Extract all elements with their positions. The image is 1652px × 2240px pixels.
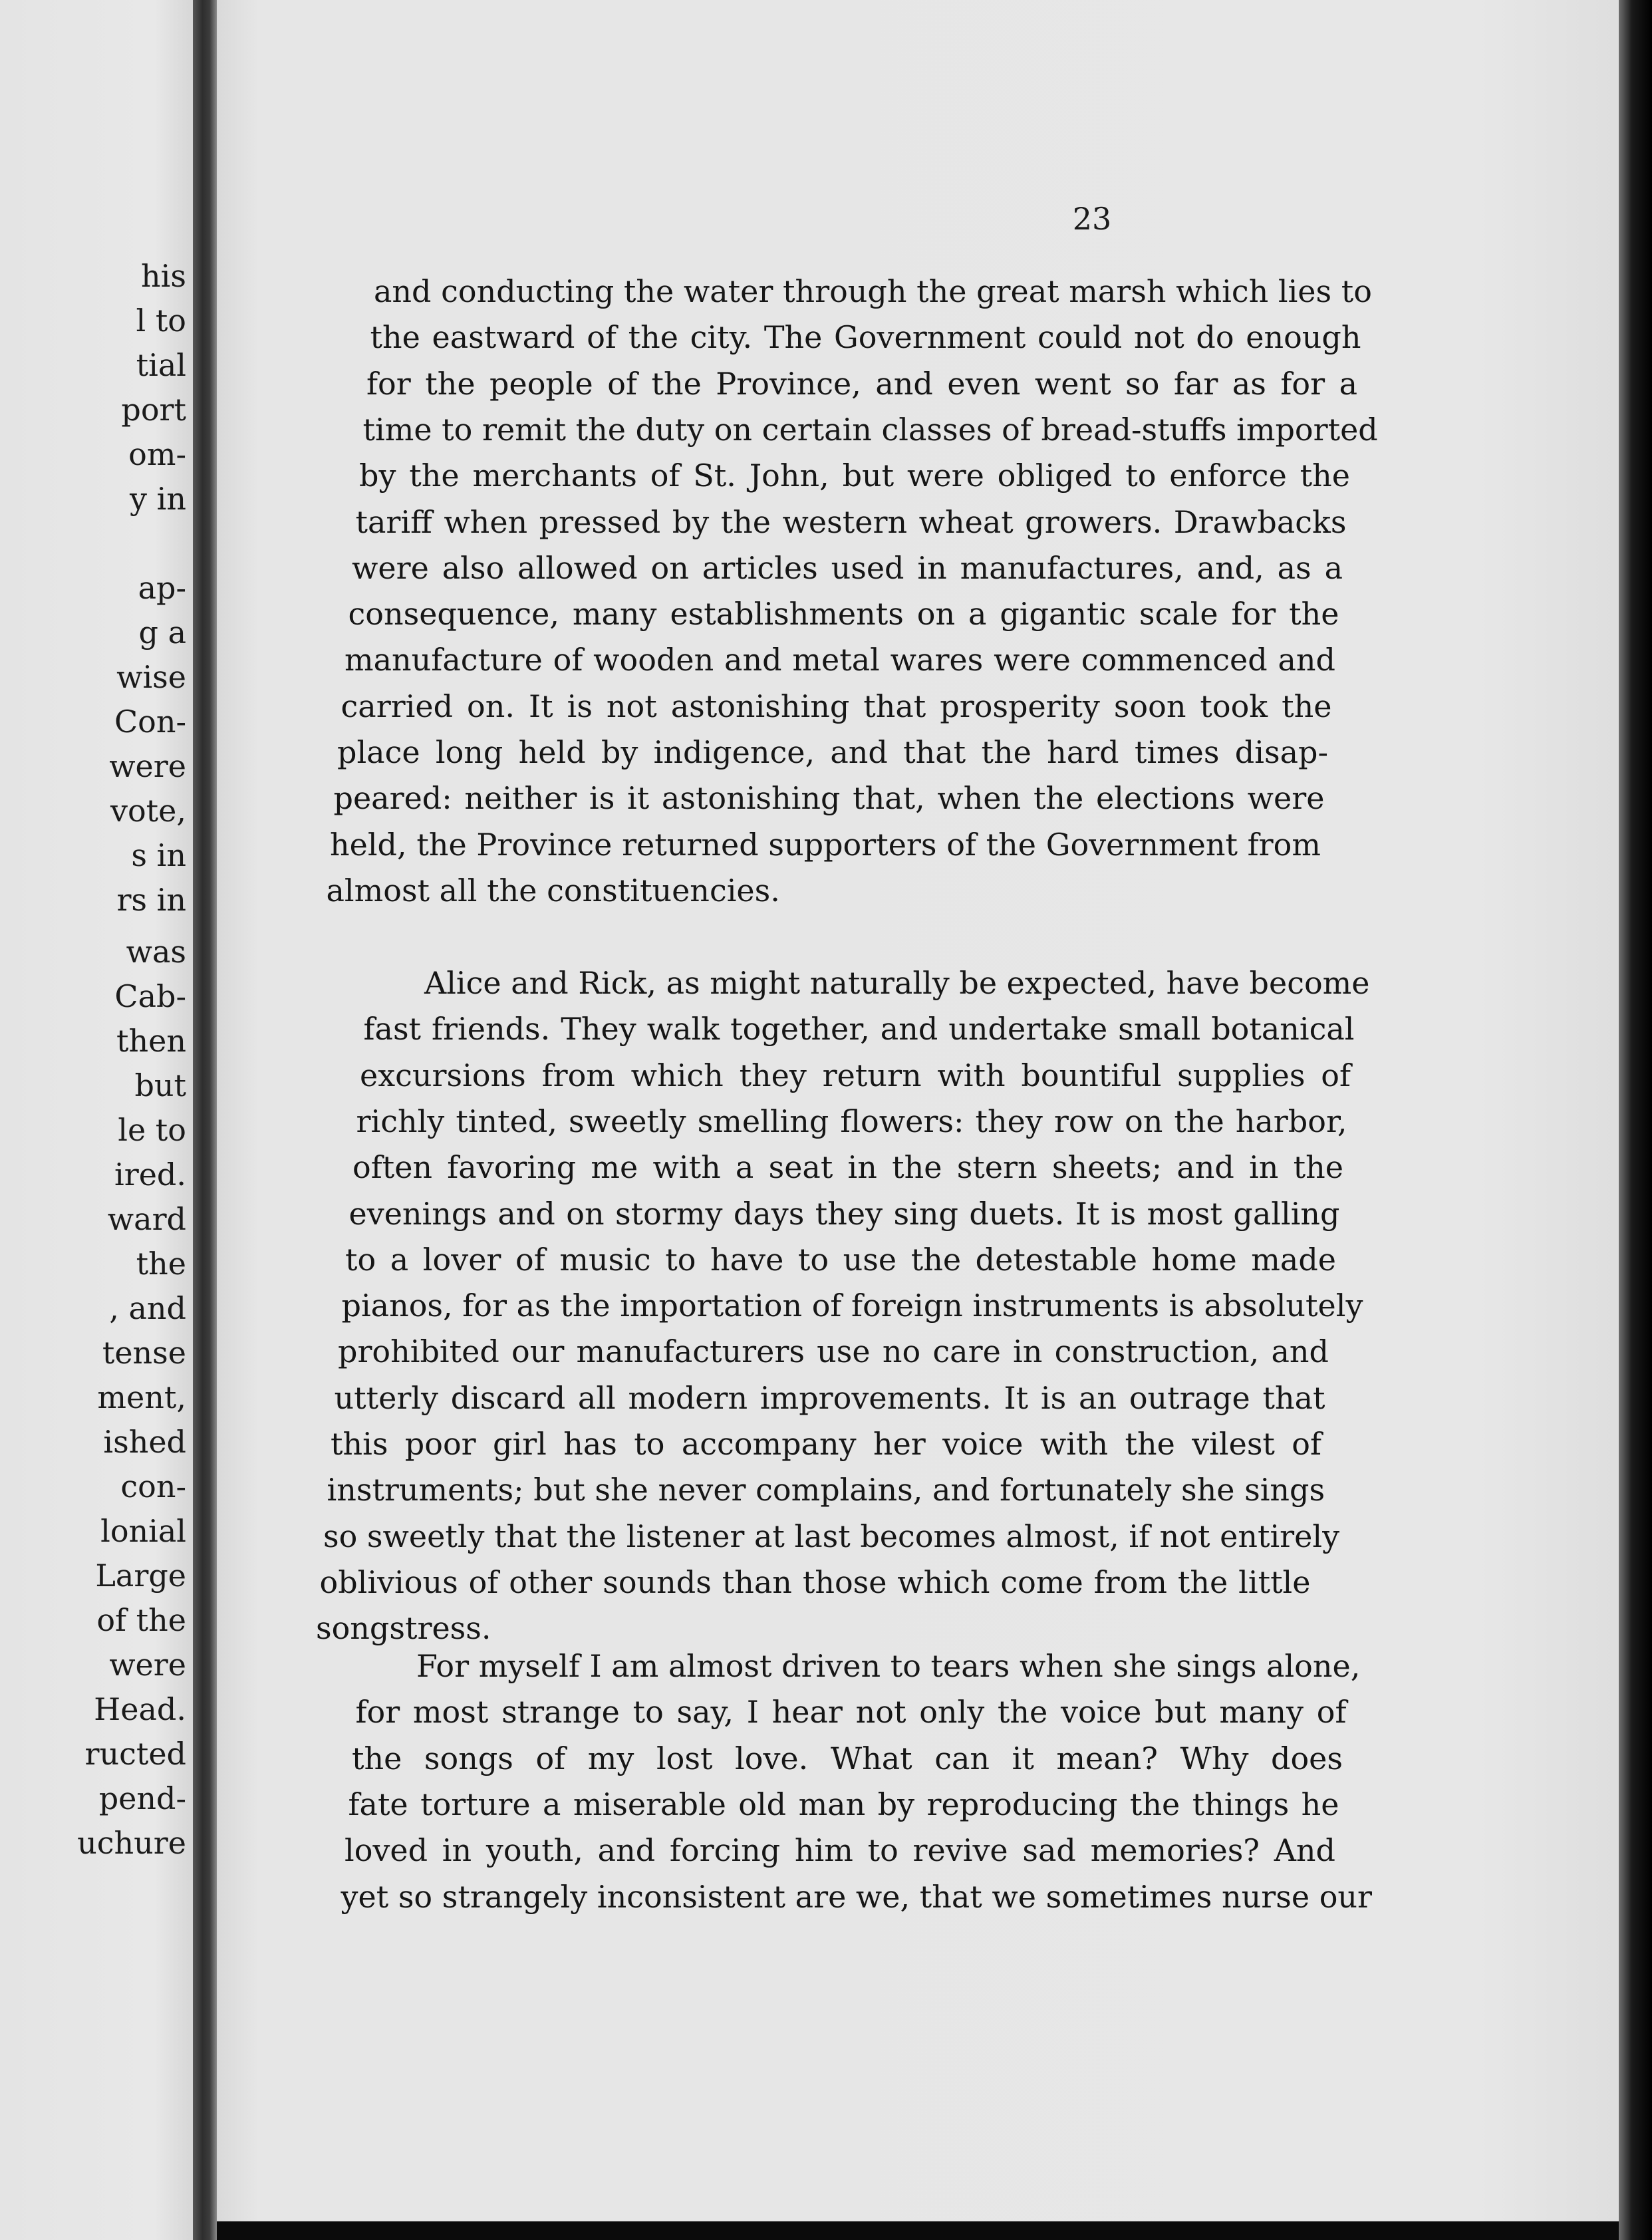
previous-page-text-fragment: le to	[118, 1112, 186, 1148]
text-line: fate torture a miserable old man by reproducing the things he	[348, 1786, 1339, 1822]
text-line: excursions from which they return with bountiful supplies of	[360, 1057, 1351, 1093]
book-page	[217, 0, 1619, 2221]
text-line: the eastward of the city. The Government could not do enough	[370, 319, 1361, 356]
previous-page-text-fragment: Cab-	[114, 978, 186, 1014]
previous-page-text-fragment: ished	[103, 1424, 186, 1460]
previous-page-edge	[0, 0, 193, 2240]
previous-page-text-fragment: s in	[131, 837, 186, 873]
page-body-text	[217, 0, 1619, 2221]
previous-page-text-fragment: his	[141, 258, 186, 294]
previous-page-text-fragment: rs in	[116, 882, 186, 918]
text-line: pianos, for as the importation of foreign instruments is absolutely	[341, 1288, 1363, 1324]
text-line: manufacture of wooden and metal wares were commenced and	[344, 642, 1335, 678]
previous-page-text-fragment: were	[109, 748, 186, 784]
text-line: were also allowed on articles used in manufactures, and, as a	[352, 549, 1343, 586]
text-line: almost all the constituencies.	[326, 872, 780, 909]
text-line: to a lover of music to have to use the detestable home made	[345, 1241, 1336, 1278]
text-line: by the merchants of St. John, but were obliged to enforce the	[359, 458, 1350, 494]
previous-page-text-fragment: con-	[120, 1469, 186, 1504]
previous-page-text-fragment: Large	[95, 1558, 186, 1594]
previous-page-text-fragment: y in	[130, 481, 186, 517]
text-line: peared: neither is it astonishing that, when the elections were	[333, 780, 1325, 817]
previous-page-text-fragment: ap-	[138, 570, 186, 606]
previous-page-text-fragment: l to	[136, 303, 186, 339]
text-line: and conducting the water through the great marsh which lies to	[374, 273, 1372, 309]
text-line: carried on. It is not astonishing that prosperity soon took the	[341, 688, 1332, 724]
text-line: consequence, many establishments on a gigantic scale for the	[348, 596, 1339, 632]
page-number: 23	[1072, 201, 1112, 237]
previous-page-text-fragment: was	[126, 934, 186, 970]
text-line: instruments; but she never complains, and fortunately she sings	[327, 1472, 1325, 1508]
previous-page-text-fragment: ired.	[114, 1157, 186, 1192]
previous-page-text-fragment: pend-	[98, 1780, 186, 1816]
text-line: yet so strangely inconsistent are we, that we sometimes nurse our	[341, 1878, 1373, 1915]
text-line: fast friends. They walk together, and undertake small botanical	[363, 1011, 1355, 1048]
previous-page-text-fragment: tense	[102, 1335, 186, 1371]
previous-page-text-fragment: were	[109, 1647, 186, 1683]
text-line: so sweetly that the listener at last becomes almost, if not entirely	[323, 1518, 1340, 1554]
previous-page-text-fragment: om-	[128, 436, 186, 472]
page-edge-shadow	[1619, 0, 1652, 2240]
previous-page-text-fragment: tial	[136, 347, 186, 383]
text-line: Alice and Rick, as might naturally be expected, have become	[424, 965, 1370, 1001]
text-line: prohibited our manufacturers use no care in construction, and	[338, 1333, 1329, 1370]
previous-page-text-fragment: Con-	[114, 704, 186, 740]
previous-page-text-fragment: but	[134, 1067, 186, 1103]
previous-page-text-fragment: wise	[116, 659, 186, 695]
text-line: the songs of my lost love. What can it mean? Why does	[352, 1740, 1343, 1776]
text-line: often favoring me with a seat in the stern sheets; and in the	[352, 1149, 1343, 1186]
text-line: For myself I am almost driven to tears when she sings alone,	[416, 1648, 1361, 1684]
previous-page-text-fragment: ward	[107, 1201, 186, 1237]
previous-page-text-fragment: g a	[138, 615, 186, 650]
text-line: place long held by indigence, and that the hard times disap-	[337, 734, 1328, 770]
previous-page-text-fragment: ructed	[84, 1736, 186, 1772]
text-line: songstress.	[316, 1610, 491, 1647]
text-line: tariff when pressed by the western wheat growers. Drawbacks	[355, 503, 1347, 540]
previous-page-text-fragment: Head.	[94, 1691, 186, 1727]
text-line: richly tinted, sweetly smelling flowers: they row on the harbor,	[356, 1103, 1347, 1139]
previous-page-text-fragment: of the	[96, 1602, 186, 1638]
previous-page-text-fragment: then	[116, 1023, 186, 1059]
text-line: for the people of the Province, and even went so far as for a	[366, 365, 1357, 402]
text-line: utterly discard all modern improvements. It is an outrage that	[334, 1379, 1325, 1416]
text-line: time to remit the duty on certain classes of bread-stuffs imported	[362, 411, 1378, 448]
previous-page-text-fragment: , and	[109, 1290, 186, 1326]
previous-page-text-fragment: the	[136, 1246, 186, 1282]
book-gutter	[193, 0, 217, 2240]
text-line: oblivious of other sounds than those which come from the little	[319, 1564, 1311, 1600]
previous-page-text-fragment: lonial	[100, 1513, 186, 1549]
text-line: loved in youth, and forcing him to revive sad memories? And	[344, 1832, 1335, 1869]
text-line: held, the Province returned supporters of the Government from	[330, 826, 1321, 863]
text-line: this poor girl has to accompany her voice with the vilest of	[331, 1426, 1321, 1462]
previous-page-text-fragment: ment,	[97, 1379, 186, 1415]
text-line: for most strange to say, I hear not only the voice but many of	[355, 1694, 1347, 1731]
text-line: evenings and on stormy days they sing duets. It is most galling	[348, 1195, 1340, 1232]
previous-page-text-fragment: port	[121, 392, 186, 428]
previous-page-text-fragment: vote,	[110, 793, 186, 829]
previous-page-text-fragment: uchure	[77, 1825, 186, 1861]
